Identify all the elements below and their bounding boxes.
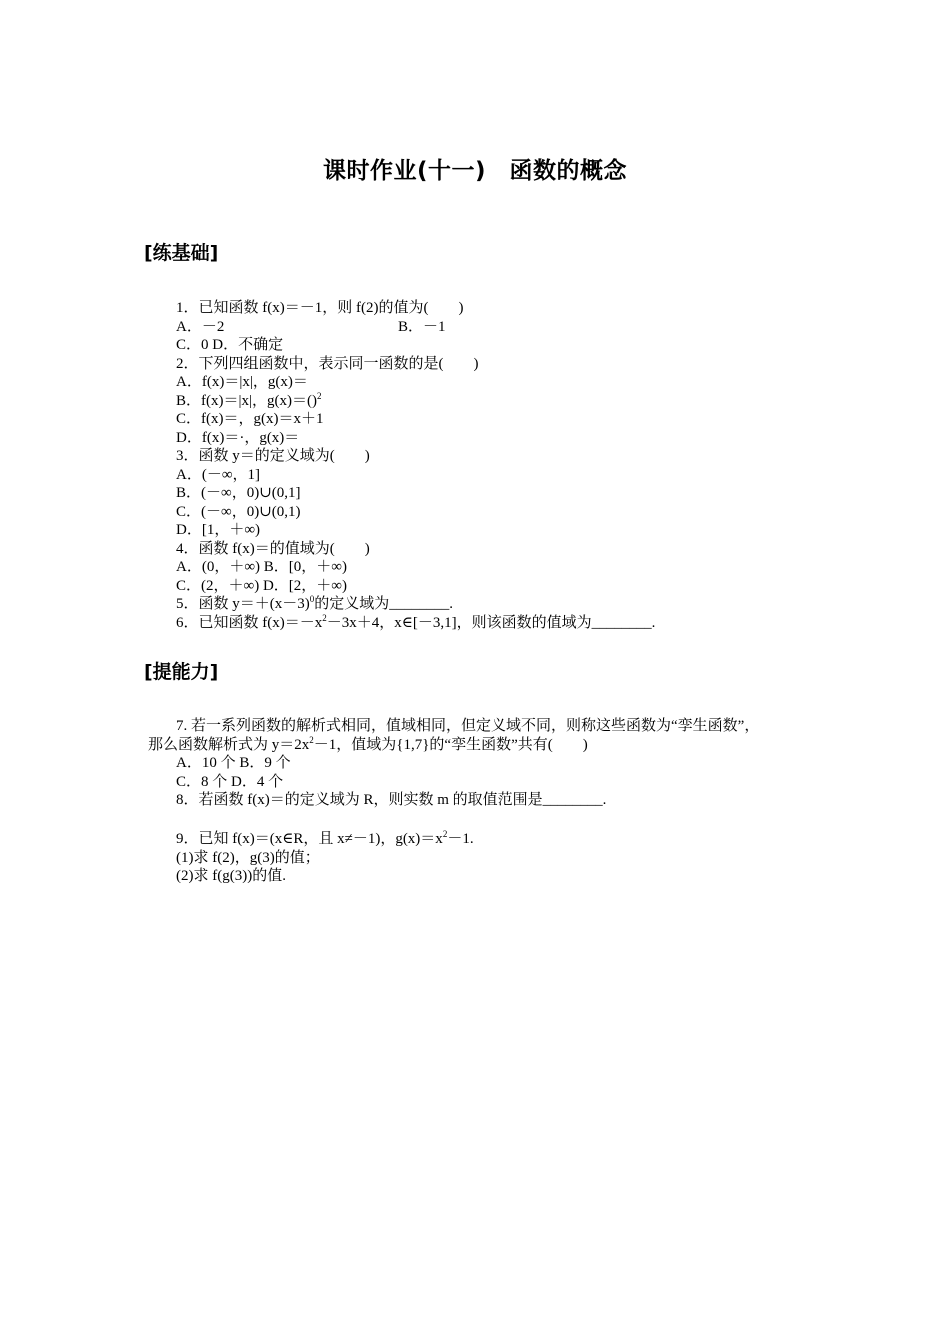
question-9-part-2: (2)求 f(g(3))的值.	[176, 868, 286, 884]
question-2-option-b-text: B．f(x)＝|x|，g(x)＝()	[176, 392, 317, 409]
question-2-option-d: D．f(x)＝·，g(x)＝	[176, 429, 300, 446]
question-4-options-cd: C．(2，＋∞) D．[2，＋∞)	[176, 577, 347, 594]
question-7-options-cd: C．8 个 D．4 个	[176, 773, 284, 790]
section-heading-basic: [练基础]	[144, 242, 219, 264]
question-1-option-a: A．－2	[176, 318, 225, 335]
question-1-option-b: B．－1	[398, 318, 446, 335]
question-9-part-1: (1)求 f(2)，g(3)的值；	[176, 849, 320, 866]
question-1-options-cd: C．0 D．不确定	[176, 337, 284, 353]
question-6-text-post: －3x＋4，x∈[－3,1]，则该函数的值域为________.	[326, 614, 656, 631]
question-7-options-ab: A．10 个 B．9 个	[176, 755, 291, 771]
question-6-text-pre: 6．已知函数 f(x)＝－x	[176, 614, 323, 631]
superscript: 0	[309, 594, 315, 604]
question-3-option-b: B．(－∞，0)∪(0,1]	[176, 485, 301, 501]
question-9-stem	[176, 830, 826, 849]
question-5-text-post: 的定义域为________.	[314, 596, 454, 612]
superscript: 2	[442, 829, 448, 839]
question-5-text-pre: 5．函数 y＝＋(x－3)	[176, 596, 310, 612]
question-6-stem	[176, 614, 826, 633]
superscript: 2	[322, 612, 327, 623]
question-7-line-1: 7. 若一系列函数的解析式相同，值域相同，但定义域不同，则称这些函数为“孪生函数”，	[176, 718, 760, 734]
question-1-stem: 1．已知函数 f(x)＝－1，则 f(2)的值为( )	[176, 300, 464, 316]
superscript: 2	[309, 734, 314, 745]
question-1-options-ab	[176, 318, 826, 337]
question-3-option-a: A．(－∞，1]	[176, 466, 261, 483]
question-3-option-d: D．[1，＋∞)	[176, 522, 261, 538]
question-4-options-ab: A．(0，＋∞) B．[0，＋∞)	[176, 559, 347, 575]
question-5-stem	[176, 595, 826, 614]
question-9-block	[176, 830, 826, 886]
question-7-text-post: －1，值域为{1,7}的“孪生函数”共有( )	[313, 736, 588, 753]
ability-questions	[148, 717, 826, 810]
superscript: 2	[316, 390, 322, 401]
question-9-text-pre: 9．已知 f(x)＝(x∈R，且 x≠－1)，g(x)＝x	[176, 831, 443, 847]
question-7-text-pre: 那么函数解析式为 y＝2x	[148, 736, 310, 753]
question-2-stem: 2．下列四组函数中，表示同一函数的是( )	[176, 355, 479, 372]
question-3-option-c: C．(－∞，0)∪(0,1)	[176, 503, 301, 520]
section-heading-ability: [提能力]	[144, 661, 219, 683]
question-7-line-2	[148, 736, 826, 755]
question-3-stem: 3．函数 y＝的定义域为( )	[176, 448, 370, 464]
question-2-option-a: A．f(x)＝|x|，g(x)＝	[176, 374, 308, 390]
question-2-option-b	[176, 392, 826, 411]
question-2-option-c: C．f(x)＝，g(x)＝x＋1	[176, 411, 324, 427]
question-4-stem: 4．函数 f(x)＝的值域为( )	[176, 540, 370, 557]
question-9-text-post: －1.	[447, 831, 474, 847]
basic-questions	[176, 299, 826, 632]
question-8-stem: 8．若函数 f(x)＝的定义域为 R，则实数 m 的取值范围是________.	[176, 792, 607, 808]
page-title: 课时作业(十一) 函数的概念	[322, 158, 628, 184]
